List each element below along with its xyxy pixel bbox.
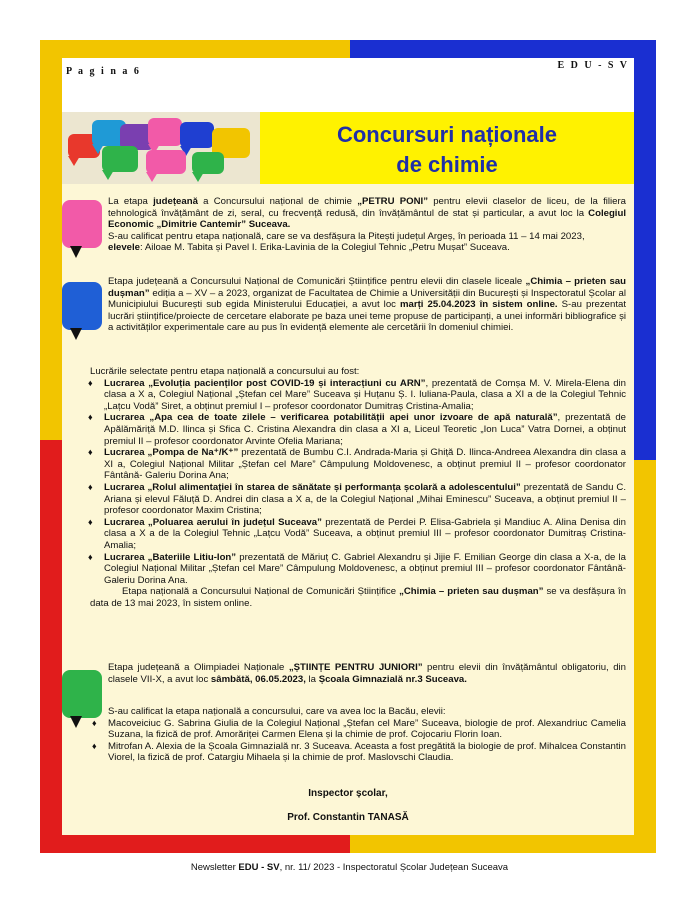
speech-bubble-icon	[62, 200, 102, 248]
paragraph: Etapa județeană a Concursului Național de Comunicări Științifice pentru elevii din clasele liceale „Chimia – prieten sau dușman” ediția a – XV – a 2023, organizat de Facultatea de Chimie a Universității din București și Inspectoratul Școlar al Municipiului București sub egida Ministerului Educației, a avut loc marți 25.04.2023 în sistem online. S-au prezentat lucrări științifice/proiecte de cercetare elaborate pe baza unei teme propuse de participanți, a unei informări bibliografice și a activităților experimentale care au pus în evidență elemente ale cercetării în domeniul chimiei.	[108, 276, 626, 334]
speech-bubble-icon	[192, 152, 224, 174]
frame-bottom-left	[40, 835, 350, 853]
frame-top-left	[40, 40, 350, 58]
list-item: ♦ Lucrarea „Apa cea de toate zilele – verificarea potabilității apei unor izvoare de apă naturală”, prezentată de Apălămăriță M.D. Ilinca și Sfica C. Cristina Alexandra din clasa a XI a, Liceul Teoretic „Ion Luca” Vatra Dornei, a obținut premiul II – profesor coordonator Arvinte Ofelia Mariana;	[86, 412, 626, 447]
frame-bottom-right	[350, 835, 656, 853]
speech-bubble-icon	[62, 282, 102, 330]
list-item: ♦ Mitrofan A. Alexia de la Școala Gimnazială nr. 3 Suceava. Aceasta a fost pregătită la biologie de prof. Mihalcea Constantin Viorel, la fizică de prof. Catargiu Mihaela și la chimie de prof. Maslovschi Claudia.	[90, 741, 626, 764]
list-item: ♦ Lucrarea „Evoluția pacienților post COVID-19 și interacțiuni cu ARN”, prezentată de Comșa M. V. Mirela-Elena din clasa a X a, Colegiul Național „Ștefan cel Mare” Suceava și Huțanu Ș. I. Iuliana-Paula, clasa a XI a de la Colegiul Tehnic „Lațcu Vodă” Siret, a obținut premiul I – profesor coordonator Dumitraș Cristina-Amalia;	[86, 378, 626, 413]
qualified-list	[90, 718, 626, 764]
list-item: ♦ Lucrarea „Poluarea aerului în județul Suceava” prezentată de Perdei P. Elisa-Gabriela și Mandiuc A. Alina Denisa din clasa a X a de la Colegiul Tehnic „Lațcu Vodă” Suceava, a obținut premiul III – profesor coordonator Dumitraș Cristina-Amalia;	[86, 517, 626, 552]
page-number: P a g i n a 6	[66, 66, 141, 77]
list-item: ♦ Macoveiciuc G. Sabrina Giulia de la Colegiul Național „Ștefan cel Mare” Suceava, biologie de prof. Alexandriuc Camelia Suzana, la fizică de prof. Amorăriței Carmen Elena și la chimie de prof. Cojocariu Florin Ioan.	[90, 718, 626, 741]
signature-name: Prof. Constantin TANASĂ	[287, 812, 409, 823]
section-stiinte-qualified	[90, 706, 626, 764]
section-stiinte-juniori	[108, 662, 626, 685]
page-title: Concursuri naționale de chimie	[336, 122, 558, 177]
paragraph: La etapa județeană a Concursului național de chimie „PETRU PONI” pentru elevii claselor de liceu, de la filiera tehnologică învățământ de zi, seral, cu frecvență redusă, din învățământul de stat și particular, a avut loc la Colegiul Economic „Dimitrie Cantemir” Suceava.	[108, 196, 626, 231]
frame-left-bottom	[40, 440, 62, 853]
awards-outro: Etapa națională a Concursului Național de Comunicări Științifice „Chimia – prieten sau dușman” se va desfășura în data de 13 mai 2023, în sistem online.	[90, 586, 626, 609]
banner	[62, 112, 634, 184]
awards-section	[90, 366, 626, 609]
paragraph: S-au calificat la etapa națională a concursului, care va avea loc la Bacău, elevii:	[108, 706, 446, 717]
paragraph: Etapa județeană a Olimpiadei Naționale „ȘTIINȚE PENTRU JUNIORI” pentru elevii din învățământul obligatoriu, din clasele VII-X, a avut loc sâmbătă, 06.05.2023, la Școala Gimnazială nr.3 Suceava.	[108, 662, 626, 685]
list-item: ♦ Lucrarea „Bateriile Litiu-Ion” prezentată de Măriuț C. Gabriel Alexandru și Jijie F. Emilian George din clasa a X-a, de la Colegiul Național Militar „Ștefan cel Mare” Câmpulung Moldovenesc, a obținut premiul III – profesor coordonator Fântână- Galeriu Dorina Ana.	[86, 552, 626, 587]
frame-right-bottom	[634, 460, 656, 853]
speech-bubble-icon	[148, 118, 182, 146]
section-chimia-prieten	[108, 276, 626, 334]
paragraph: elevele: Ailoae M. Tabita și Pavel I. Erika-Lavinia de la Colegiul Tehnic „Petru Mușat” Suceava.	[108, 242, 510, 254]
section-petru-poni	[108, 196, 626, 254]
speech-bubble-icon	[146, 150, 186, 174]
frame-left-top	[40, 40, 62, 440]
paragraph: S-au calificat pentru etapa națională, care se va desfășura la Pitești județul Argeș, în perioada 11 – 14 mai 2023,	[108, 230, 585, 242]
speech-bubble-icon	[102, 146, 138, 172]
newsletter-code: E D U - S V	[557, 60, 629, 71]
signature-role: Inspector școlar,	[308, 788, 388, 799]
list-item: ♦ Lucrarea „Pompa de Na⁺/K⁺” prezentată de Bumbu C.I. Andrada-Maria și Ghiță D. Ilinca-Andreea Alexandra din clasa a XI a, Colegiul Național Militar „Ștefan cel Mare” Câmpulung Moldovenesc, a obținut premiul II – profesor coordonator Fântână- Galeriu Dorina Ana;	[86, 447, 626, 482]
list-item: ♦ Lucrarea „Rolul alimentației în starea de sănătate și performanța școlară a adolescentului” prezentată de Sandu C. Ariana și elevul Făluță D. Andrei din clasa a X a, de la Colegiul Național „Mihai Eminescu” Suceava, a obținut premiul II – profesor coordonator Maxim Cristina;	[86, 482, 626, 517]
frame-right-top	[634, 40, 656, 460]
footer: Newsletter EDU - SV, nr. 11/ 2023 - Inspectoratul Școlar Județean Suceava	[190, 862, 509, 873]
speech-bubble-icon	[180, 122, 214, 148]
frame-top-right	[350, 40, 656, 58]
banner-image-area	[62, 112, 260, 184]
awards-intro: Lucrările selectate pentru etapa națională a concursului au fost:	[90, 366, 360, 377]
awards-list	[86, 378, 626, 587]
